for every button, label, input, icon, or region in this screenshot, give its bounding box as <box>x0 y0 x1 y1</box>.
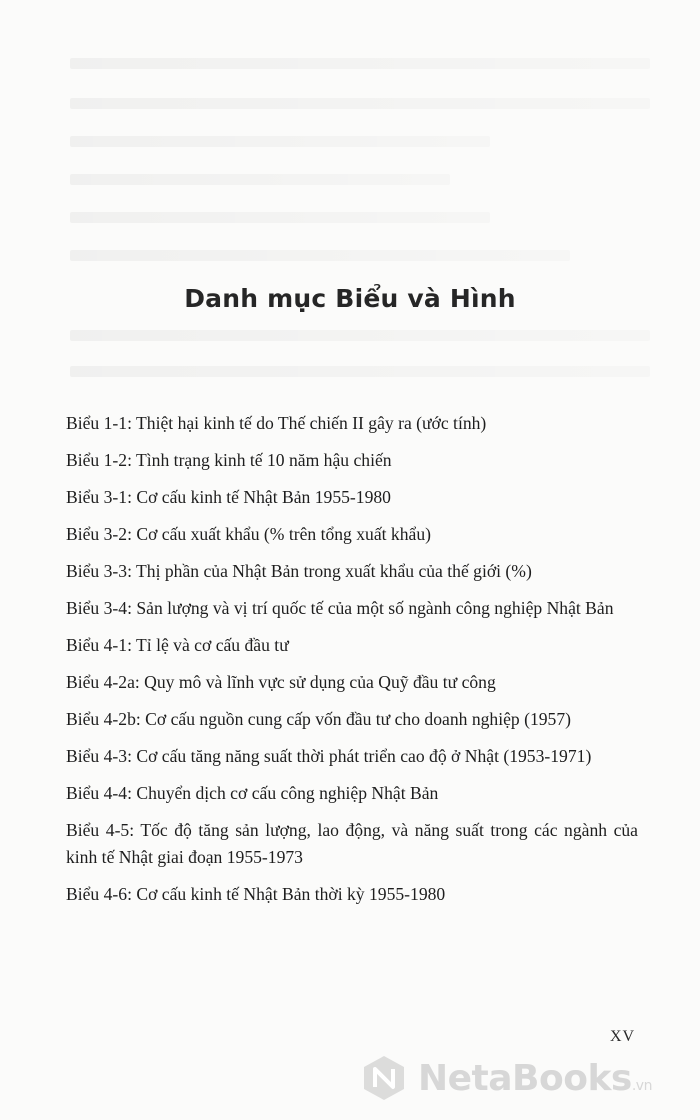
list-item: Biểu 4-6: Cơ cấu kinh tế Nhật Bản thời kỳ 1955-1980 <box>66 884 446 904</box>
bleed-through <box>70 136 490 147</box>
list-item: Biểu 4-5: Tốc độ tăng sản lượng, lao động, và năng suất trong các ngành của kinh tế Nhật giai đoạn 1955-1973 <box>66 820 638 867</box>
bleed-through <box>70 366 650 377</box>
list-item: Biểu 4-2b: Cơ cấu nguồn cung cấp vốn đầu tư cho doanh nghiệp (1957) <box>66 709 572 729</box>
list-item: Biểu 1-2: Tình trạng kinh tế 10 năm hậu chiến <box>66 450 392 470</box>
list-item: Biểu 3-4: Sản lượng và vị trí quốc tế của một số ngành công nghiệp Nhật Bản <box>66 598 614 618</box>
list-item: Biểu 4-3: Cơ cấu tăng năng suất thời phát triển cao độ ở Nhật (1953-1971) <box>66 746 592 766</box>
watermark <box>360 1048 652 1108</box>
bleed-through <box>70 250 570 261</box>
page-title: Danh mục Biểu và Hình <box>184 284 516 313</box>
bleed-through <box>70 174 450 185</box>
watermark-text: NetaBooks.vn <box>418 1057 652 1099</box>
list-item: Biểu 4-1: Tỉ lệ và cơ cấu đầu tư <box>66 635 289 655</box>
list-item: Biểu 3-3: Thị phần của Nhật Bản trong xuất khẩu của thế giới (%) <box>66 561 532 581</box>
page-number: XV <box>610 1028 636 1045</box>
netabooks-logo-icon <box>360 1054 408 1102</box>
list-item: Biểu 4-2a: Quy mô và lĩnh vực sử dụng của Quỹ đầu tư công <box>66 672 496 692</box>
figure-list <box>66 410 638 918</box>
bleed-through <box>70 330 650 341</box>
list-item: Biểu 1-1: Thiệt hại kinh tế do Thế chiến II gây ra (ước tính) <box>66 413 487 433</box>
list-item: Biểu 4-4: Chuyển dịch cơ cấu công nghiệp Nhật Bản <box>66 783 439 803</box>
bleed-through <box>70 58 650 69</box>
bleed-through <box>70 212 490 223</box>
list-item: Biểu 3-2: Cơ cấu xuất khẩu (% trên tổng xuất khẩu) <box>66 524 431 544</box>
list-item: Biểu 3-1: Cơ cấu kinh tế Nhật Bản 1955-1980 <box>66 487 391 507</box>
bleed-through <box>70 98 650 109</box>
